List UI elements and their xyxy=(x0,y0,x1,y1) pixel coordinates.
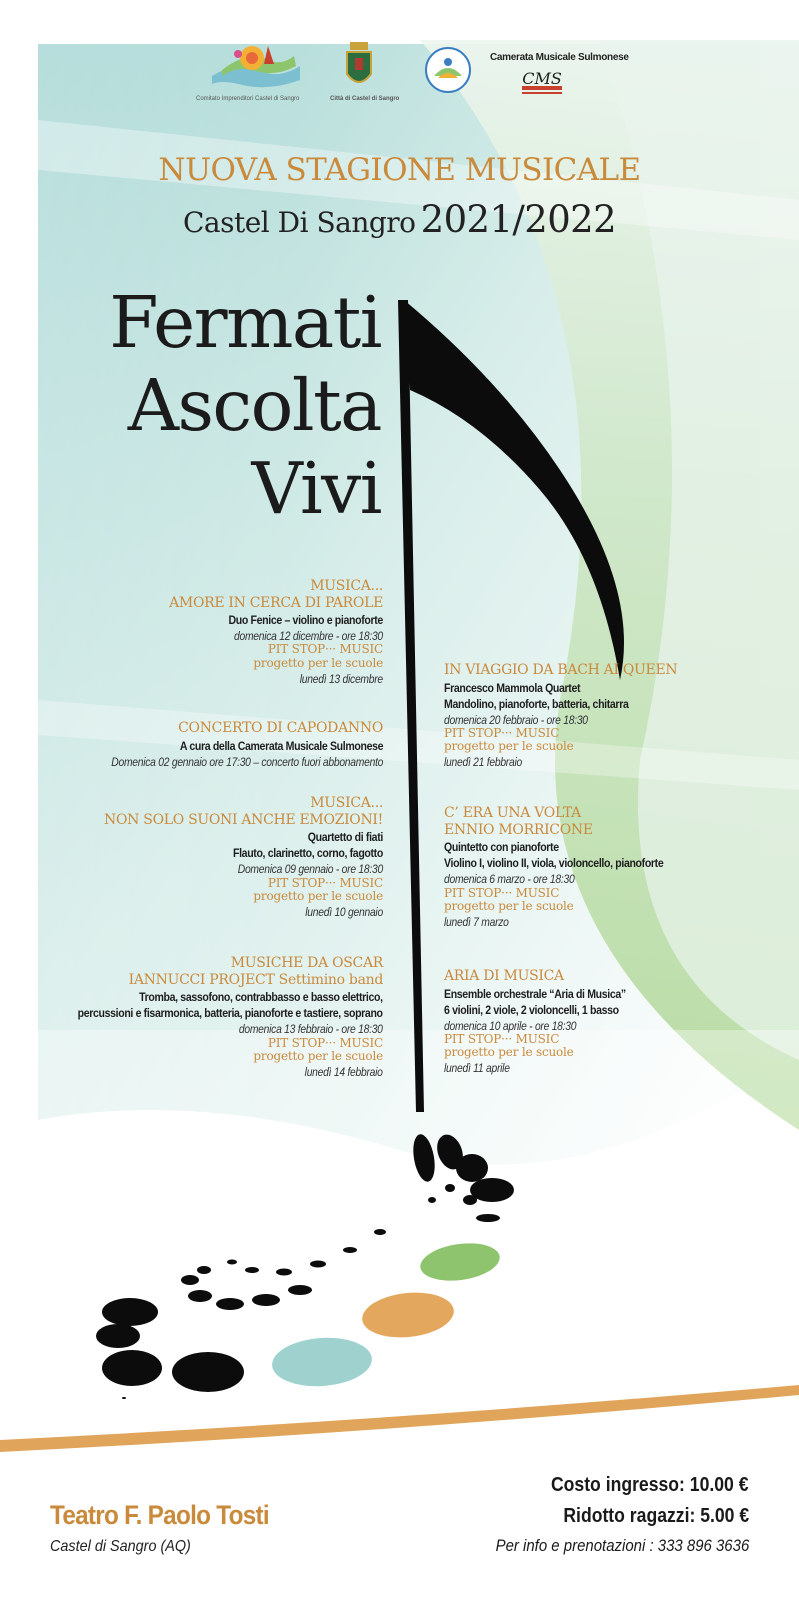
teal-note-dot xyxy=(270,1335,373,1390)
price-reduced: Ridotto ragazzi: 5.00 € xyxy=(563,1505,749,1527)
event-performers: 6 violini, 2 viole, 2 violoncelli, 1 basso xyxy=(444,1002,619,1017)
green-note-dot xyxy=(418,1239,502,1286)
season-headline: NUOVA STAGIONE MUSICALE xyxy=(158,152,641,188)
event-performers: Ensemble orchestrale “Aria di Musica” xyxy=(444,986,626,1001)
event-pitstop: PIT STOP··· MUSIC xyxy=(267,875,383,890)
event-aria-di-musica xyxy=(444,968,651,1076)
event-performers: Quartetto di fiati xyxy=(307,830,383,845)
event-pitstop: PIT STOP··· MUSIC xyxy=(444,1031,560,1046)
event-performers: Violino I, violino II, viola, violoncello, pianoforte xyxy=(444,856,664,871)
note-flag xyxy=(404,300,624,680)
event-school-date: lunedì 10 gennaio xyxy=(305,904,383,919)
event-school-date: lunedì 13 dicembre xyxy=(299,671,383,686)
event-emozioni xyxy=(104,795,383,919)
city-name: Castel Di Sangro xyxy=(182,206,416,239)
venue-location: Castel di Sangro (AQ) xyxy=(50,1538,191,1555)
event-performers: Duo Fenice – violino e pianoforte xyxy=(228,613,383,628)
event-schools: progetto per le scuole xyxy=(444,1045,574,1060)
cms-monogram: CMS xyxy=(522,69,562,88)
event-oscar xyxy=(36,955,383,1079)
event-title: MUSICA... xyxy=(310,795,383,811)
event-bach-queen xyxy=(444,662,677,770)
event-schools: progetto per le scuole xyxy=(253,1048,383,1063)
event-performers: Flauto, clarinetto, corno, fagotto xyxy=(233,846,383,861)
event-date: domenica 13 febbraio - ore 18:30 xyxy=(239,1022,383,1037)
event-title: ARIA DI MUSICA xyxy=(444,968,564,984)
note-stem xyxy=(398,300,424,1112)
booking-info: Per info e prenotazioni : 333 896 3636 xyxy=(495,1536,749,1555)
event-school-date: lunedì 21 febbraio xyxy=(444,755,522,770)
event-title: C’ ERA UNA VOLTA xyxy=(444,805,581,821)
venue-name: Teatro F. Paolo Tosti xyxy=(50,1500,269,1530)
event-school-date: lunedì 11 aprile xyxy=(444,1061,510,1076)
event-schools: progetto per le scuole xyxy=(444,739,574,754)
event-school-date: lunedì 7 marzo xyxy=(444,914,509,929)
event-title: ENNIO MORRICONE xyxy=(444,821,593,838)
motto-line-3: Vivi xyxy=(251,447,381,530)
orange-note-dot xyxy=(360,1288,456,1341)
event-schools: progetto per le scuole xyxy=(253,655,383,670)
event-performers: percussioni e fisarmonica, batteria, pianoforte e tastiere, soprano xyxy=(77,1006,383,1021)
event-school-date: lunedì 14 febbraio xyxy=(305,1064,383,1079)
event-title: CONCERTO DI CAPODANNO xyxy=(178,720,383,736)
season-years: 2021/2022 xyxy=(420,198,617,241)
event-pitstop: PIT STOP··· MUSIC xyxy=(444,885,560,900)
event-pitstop: PIT STOP··· MUSIC xyxy=(444,725,560,740)
cms-title: Camerata Musicale Sulmonese xyxy=(490,52,629,63)
event-title: NON SOLO SUONI ANCHE EMOZIONI! xyxy=(104,811,383,828)
event-pitstop: PIT STOP··· MUSIC xyxy=(267,642,383,657)
event-date: domenica 10 aprile - ore 18:30 xyxy=(444,1018,577,1033)
event-capodanno xyxy=(67,720,383,769)
city-caption: Città di Castel di Sangro xyxy=(330,96,400,102)
event-title: MUSICA... xyxy=(310,578,383,594)
event-date: Domenica 09 gennaio - ore 18:30 xyxy=(237,862,383,877)
event-schools: progetto per le scuole xyxy=(253,888,383,903)
event-title: AMORE IN CERCA DI PAROLE xyxy=(169,594,383,611)
event-title: IANNUCCI PROJECT Settimino band xyxy=(128,971,383,988)
event-date: domenica 6 marzo - ore 18:30 xyxy=(444,872,575,887)
event-title: MUSICHE DA OSCAR xyxy=(230,955,383,971)
event-performers: Tromba, sassofono, contrabbasso e basso elettrico, xyxy=(139,990,383,1005)
comitato-caption: Comitato Imprenditori Castel di Sangro xyxy=(196,96,300,102)
event-performers: Francesco Mammola Quartet xyxy=(444,680,581,695)
event-date: domenica 20 febbraio - ore 18:30 xyxy=(444,712,588,727)
price-full: Costo ingresso: 10.00 € xyxy=(551,1474,749,1496)
event-amore xyxy=(169,578,383,686)
event-morricone xyxy=(444,805,693,929)
event-date: domenica 12 dicembre - ore 18:30 xyxy=(234,629,383,644)
event-performers: A cura della Camerata Musicale Sulmonese xyxy=(179,738,383,753)
motto-line-2: Ascolta xyxy=(127,364,381,447)
event-date: Domenica 02 gennaio ore 17:30 – concerto fuori abbonamento xyxy=(111,754,383,769)
event-title: IN VIAGGIO DA BACH AI QUEEN xyxy=(444,662,678,678)
motto-line-1: Fermati xyxy=(109,281,381,364)
event-schools: progetto per le scuole xyxy=(444,898,574,913)
event-pitstop: PIT STOP··· MUSIC xyxy=(267,1035,383,1050)
event-performers: Quintetto con pianoforte xyxy=(444,840,559,855)
event-performers: Mandolino, pianoforte, batteria, chitarra xyxy=(444,696,629,711)
